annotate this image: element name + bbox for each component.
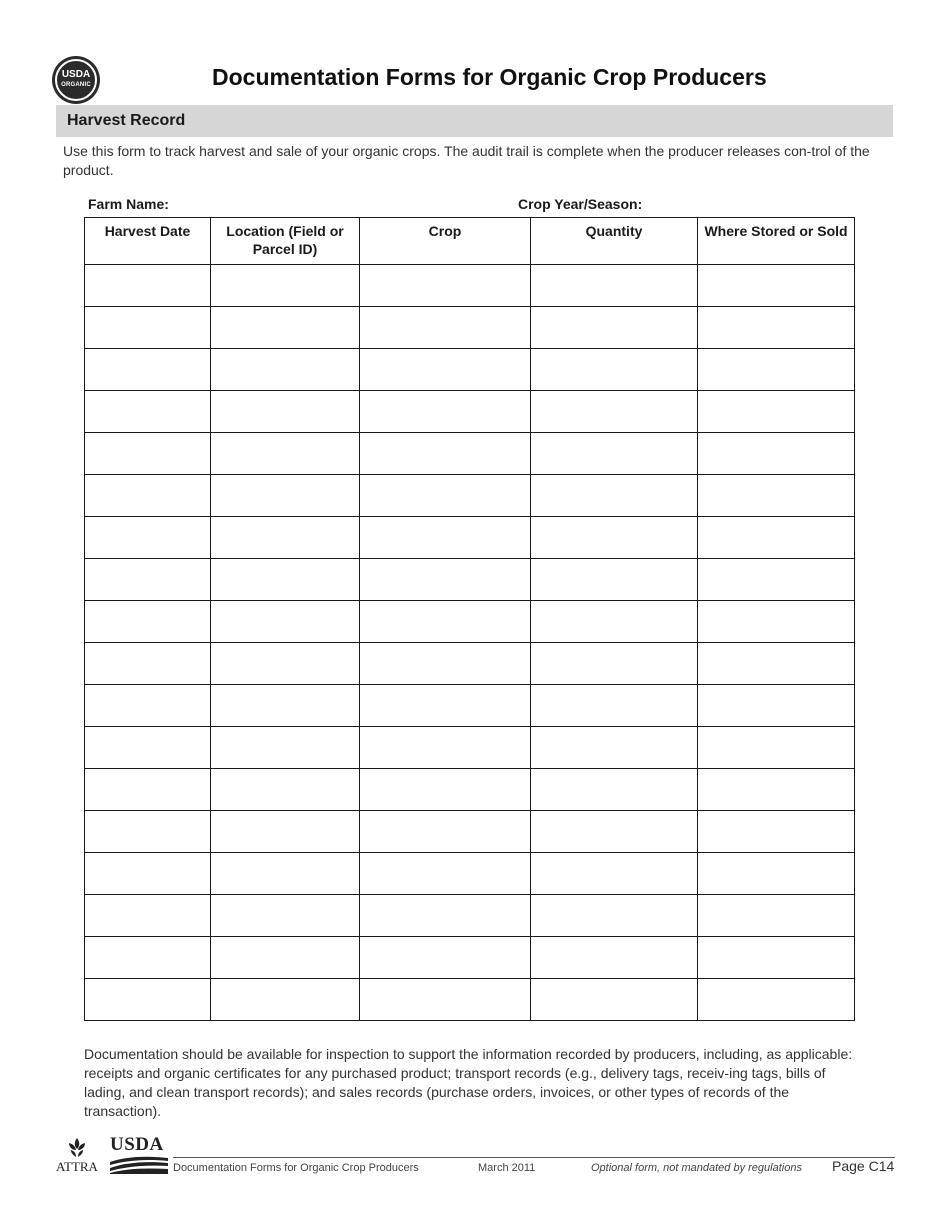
usda-organic-seal: [52, 56, 100, 104]
attra-leaf-icon: [68, 1136, 86, 1158]
seal-text-organic: ORGANIC: [61, 81, 91, 88]
table-cell[interactable]: [531, 307, 698, 349]
table-row: [85, 727, 855, 769]
footer-divider: [173, 1157, 895, 1158]
table-cell[interactable]: [360, 811, 531, 853]
table-cell[interactable]: [85, 475, 211, 517]
harvest-record-table: [84, 217, 855, 1021]
table-cell[interactable]: [698, 811, 855, 853]
table-cell[interactable]: [211, 979, 360, 1021]
column-header-crop: Crop: [360, 218, 531, 265]
table-cell[interactable]: [360, 769, 531, 811]
table-cell[interactable]: [85, 559, 211, 601]
table-cell[interactable]: [211, 601, 360, 643]
table-cell[interactable]: [360, 475, 531, 517]
usda-swoosh-icon: [110, 1156, 168, 1174]
table-cell[interactable]: [360, 643, 531, 685]
attra-logo-text: ATTRA: [56, 1159, 98, 1174]
table-cell[interactable]: [531, 895, 698, 937]
crop-year-season-label[interactable]: Crop Year/Season:: [518, 196, 643, 212]
table-cell[interactable]: [85, 685, 211, 727]
section-header-bar: [56, 105, 893, 137]
table-body: [85, 265, 855, 1021]
attra-logo: [54, 1136, 100, 1176]
table-cell[interactable]: [85, 307, 211, 349]
intro-text: Use this form to track harvest and sale of your organic crops. The audit trail is complete when the producer releases con-trol of the product.: [63, 143, 870, 178]
table-cell[interactable]: [360, 727, 531, 769]
farm-name-label[interactable]: Farm Name:: [88, 196, 169, 212]
table-cell[interactable]: [211, 895, 360, 937]
table-cell[interactable]: [698, 853, 855, 895]
table-cell[interactable]: [531, 853, 698, 895]
column-header-quantity: Quantity: [531, 218, 698, 265]
table-cell[interactable]: [211, 517, 360, 559]
table-cell[interactable]: [85, 769, 211, 811]
table-row: [85, 895, 855, 937]
table-cell[interactable]: [85, 433, 211, 475]
column-header-where-stored-or-sold: Where Stored or Sold: [698, 218, 855, 265]
table-cell[interactable]: [531, 559, 698, 601]
table-cell[interactable]: [211, 685, 360, 727]
table-row: [85, 433, 855, 475]
table-cell[interactable]: [360, 979, 531, 1021]
table-cell[interactable]: [211, 559, 360, 601]
table-cell[interactable]: [698, 265, 855, 307]
table-cell[interactable]: [360, 559, 531, 601]
table-cell[interactable]: [211, 391, 360, 433]
table-cell[interactable]: [85, 265, 211, 307]
table-cell[interactable]: [698, 685, 855, 727]
table-cell[interactable]: [698, 349, 855, 391]
seal-ring: [55, 59, 97, 101]
table-cell[interactable]: [531, 643, 698, 685]
table-cell[interactable]: [360, 265, 531, 307]
table-cell[interactable]: [531, 811, 698, 853]
table-cell[interactable]: [531, 349, 698, 391]
page-title: Documentation Forms for Organic Crop Producers: [212, 64, 767, 90]
table-cell[interactable]: [531, 937, 698, 979]
table-cell[interactable]: [360, 307, 531, 349]
seal-text-usda: USDA: [61, 68, 91, 80]
table-cell[interactable]: [85, 727, 211, 769]
table-cell[interactable]: [531, 517, 698, 559]
page-number: Page C14: [832, 1158, 895, 1174]
table-cell[interactable]: [360, 937, 531, 979]
table-row: [85, 349, 855, 391]
table-cell[interactable]: [360, 391, 531, 433]
table-cell[interactable]: [85, 643, 211, 685]
documentation-footnote: Documentation should be available for inspection to support the information recorded by producers, including, as applicable: receipts and organic certificates for any purchased product; transport records (e.g., delivery tags, receiv-ing tags, bills of lading, and clean transport records); and sales records (purchase orders, invoices, or other types of records of the transaction).: [84, 1046, 853, 1119]
footer-optional-note: Optional form, not mandated by regulations: [591, 1162, 802, 1174]
table-cell[interactable]: [698, 937, 855, 979]
table-cell[interactable]: [211, 853, 360, 895]
usda-logo-text: USDA: [110, 1134, 164, 1155]
table-cell[interactable]: [360, 349, 531, 391]
table-cell[interactable]: [531, 391, 698, 433]
section-title: Harvest Record: [67, 112, 186, 129]
table-cell[interactable]: [85, 349, 211, 391]
table-cell[interactable]: [85, 895, 211, 937]
table-cell[interactable]: [531, 601, 698, 643]
usda-logo: [110, 1136, 170, 1176]
table-row: [85, 475, 855, 517]
table-cell[interactable]: [211, 769, 360, 811]
table-cell[interactable]: [211, 265, 360, 307]
table-cell[interactable]: [211, 643, 360, 685]
table-cell[interactable]: [698, 475, 855, 517]
table-cell[interactable]: [698, 517, 855, 559]
table-cell[interactable]: [698, 433, 855, 475]
table-cell[interactable]: [360, 433, 531, 475]
table-row: [85, 769, 855, 811]
table-cell[interactable]: [211, 433, 360, 475]
table-cell[interactable]: [85, 979, 211, 1021]
footer-document-title: Documentation Forms for Organic Crop Producers: [173, 1162, 419, 1174]
table-cell[interactable]: [698, 307, 855, 349]
table-cell[interactable]: [211, 475, 360, 517]
column-header-harvest-date: Harvest Date: [85, 218, 211, 265]
table-row: [85, 559, 855, 601]
table-cell[interactable]: [698, 769, 855, 811]
table-cell[interactable]: [211, 727, 360, 769]
table-cell[interactable]: [531, 979, 698, 1021]
table-row: [85, 391, 855, 433]
table-cell[interactable]: [698, 391, 855, 433]
table-cell[interactable]: [85, 601, 211, 643]
table-row: [85, 307, 855, 349]
table-cell[interactable]: [211, 811, 360, 853]
table-cell[interactable]: [360, 895, 531, 937]
table-row: [85, 853, 855, 895]
table-cell[interactable]: [85, 517, 211, 559]
table-cell[interactable]: [531, 475, 698, 517]
table-row: [85, 979, 855, 1021]
table-row: [85, 517, 855, 559]
table-cell[interactable]: [698, 559, 855, 601]
table-cell[interactable]: [211, 307, 360, 349]
table-cell[interactable]: [698, 601, 855, 643]
table-cell[interactable]: [698, 727, 855, 769]
table-cell[interactable]: [211, 937, 360, 979]
table-cell[interactable]: [85, 853, 211, 895]
table-row: [85, 937, 855, 979]
table-row: [85, 601, 855, 643]
footer-date: March 2011: [478, 1162, 536, 1174]
column-header-location: Location (Field or Parcel ID): [211, 218, 360, 265]
table-header-row: [85, 218, 855, 265]
table-cell[interactable]: [698, 979, 855, 1021]
table-cell[interactable]: [360, 601, 531, 643]
table-cell[interactable]: [85, 811, 211, 853]
table-row: [85, 685, 855, 727]
table-cell[interactable]: [360, 853, 531, 895]
table-cell[interactable]: [531, 685, 698, 727]
table-cell[interactable]: [360, 685, 531, 727]
table-row: [85, 265, 855, 307]
table-cell[interactable]: [531, 769, 698, 811]
table-cell[interactable]: [698, 895, 855, 937]
table-cell[interactable]: [698, 643, 855, 685]
table-cell[interactable]: [85, 937, 211, 979]
table-cell[interactable]: [531, 265, 698, 307]
table-cell[interactable]: [360, 517, 531, 559]
table-row: [85, 811, 855, 853]
table-cell[interactable]: [531, 727, 698, 769]
table-cell[interactable]: [531, 433, 698, 475]
table-cell[interactable]: [211, 349, 360, 391]
table-row: [85, 643, 855, 685]
table-cell[interactable]: [85, 391, 211, 433]
